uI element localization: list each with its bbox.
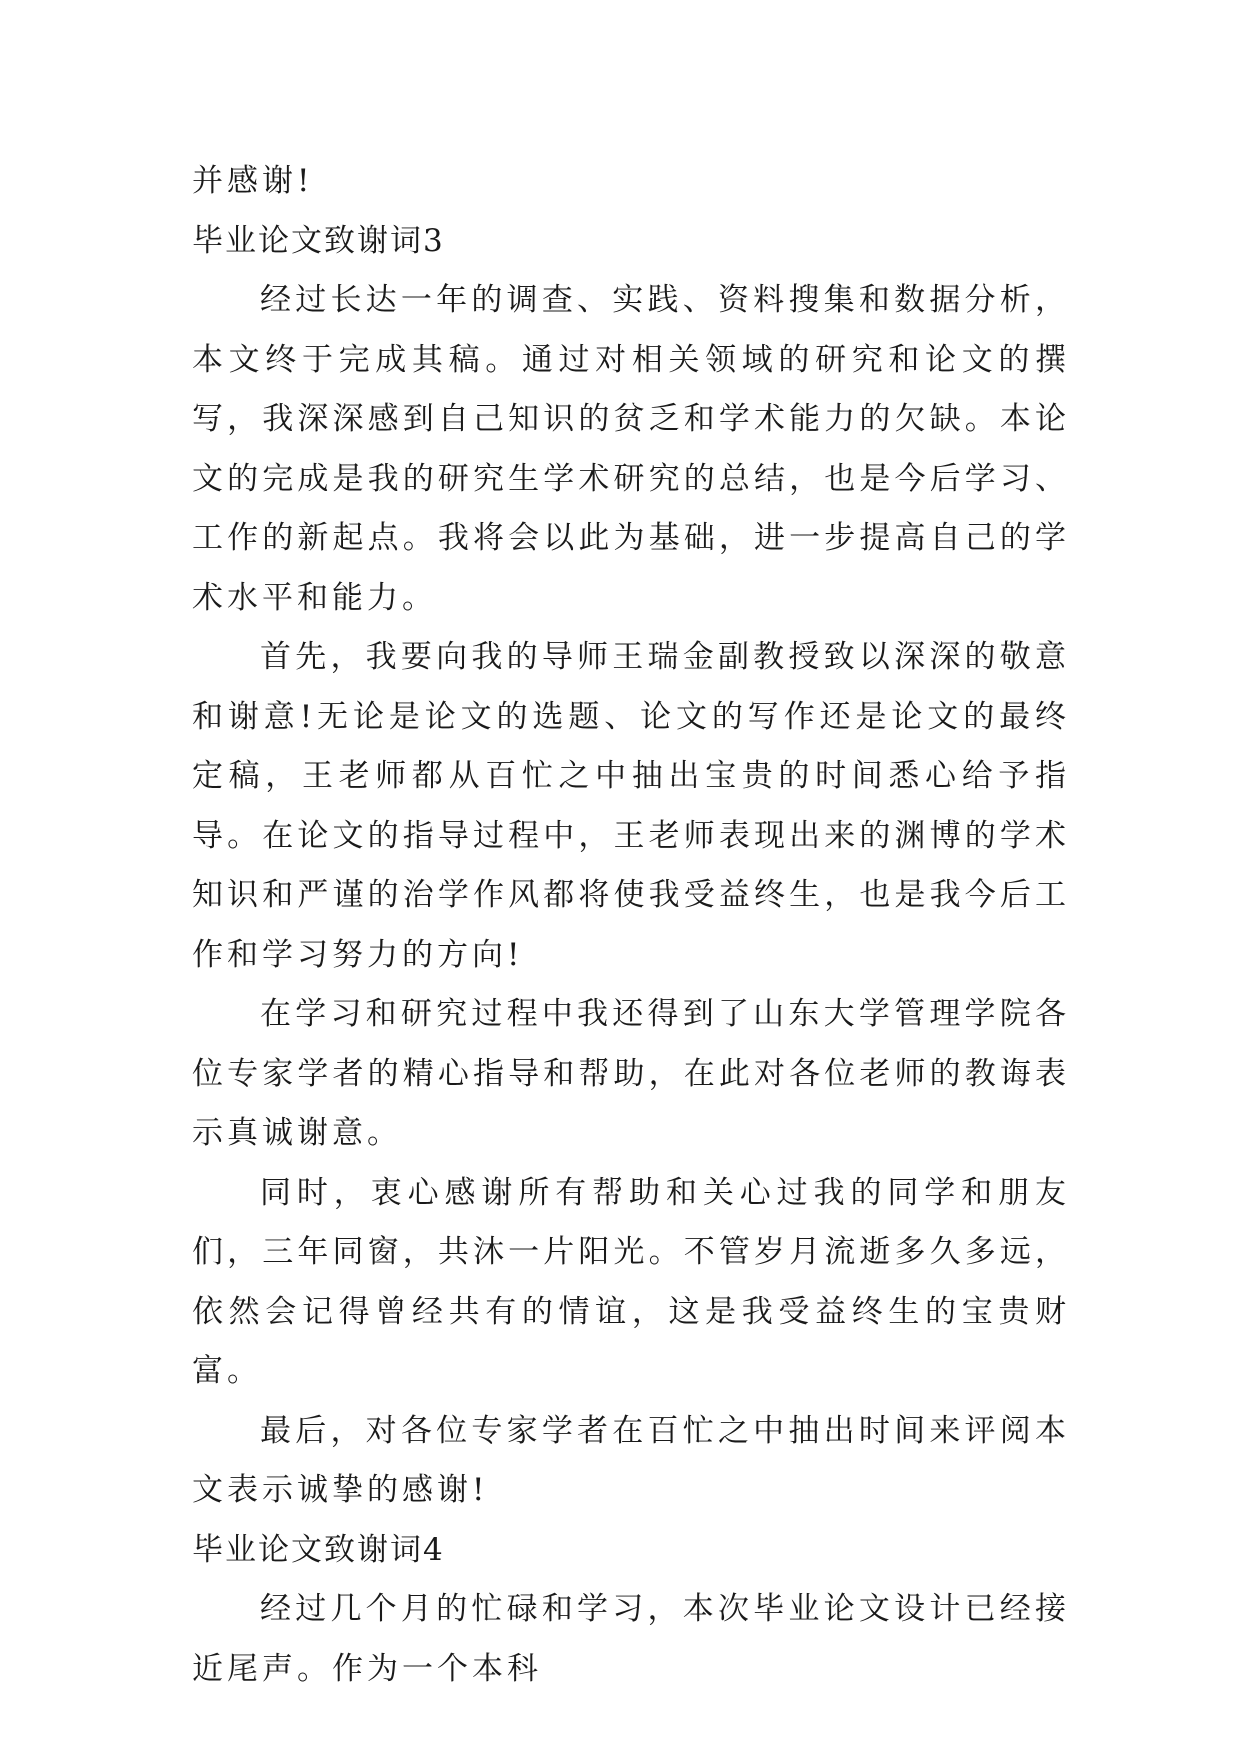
section-heading-3: 毕业论文致谢词3	[192, 222, 445, 259]
document-body	[192, 152, 1070, 1699]
paragraph: 经过长达一年的调查、实践、资料搜集和数据分析，本文终于完成其稿。通过对相关领域的研究和论文的撰写，我深深感到自己知识的贫乏和学术能力的欠缺。本论文的完成是我的研究生学术研究的总结，也是今后学习、工作的新起点。我将会以此为基础，进一步提高自己的学术水平和能力。	[192, 282, 1070, 616]
paragraph: 经过几个月的忙碌和学习，本次毕业论文设计已经接近尾声。作为一个本科	[192, 1591, 1070, 1687]
continuation-text: 并感谢!	[192, 163, 314, 199]
paragraph: 同时，衷心感谢所有帮助和关心过我的同学和朋友们，三年同窗，共沐一片阳光。不管岁月流逝多久多远，依然会记得曾经共有的情谊，这是我受益终生的宝贵财富。	[192, 1174, 1070, 1389]
paragraph: 首先，我要向我的导师王瑞金副教授致以深深的敬意和谢意!无论是论文的选题、论文的写作还是论文的最终定稿，王老师都从百忙之中抽出宝贵的时间悉心给予指导。在论文的指导过程中，王老师表现出来的渊博的学术知识和严谨的治学作风都将使我受益终生，也是我今后工作和学习努力的方向!	[192, 639, 1070, 973]
section-heading-4: 毕业论文致谢词4	[192, 1531, 445, 1568]
paragraph: 在学习和研究过程中我还得到了山东大学管理学院各位专家学者的精心指导和帮助，在此对各位老师的教诲表示真诚谢意。	[192, 996, 1070, 1151]
paragraph: 最后，对各位专家学者在百忙之中抽出时间来评阅本文表示诚挚的感谢!	[192, 1412, 1070, 1508]
